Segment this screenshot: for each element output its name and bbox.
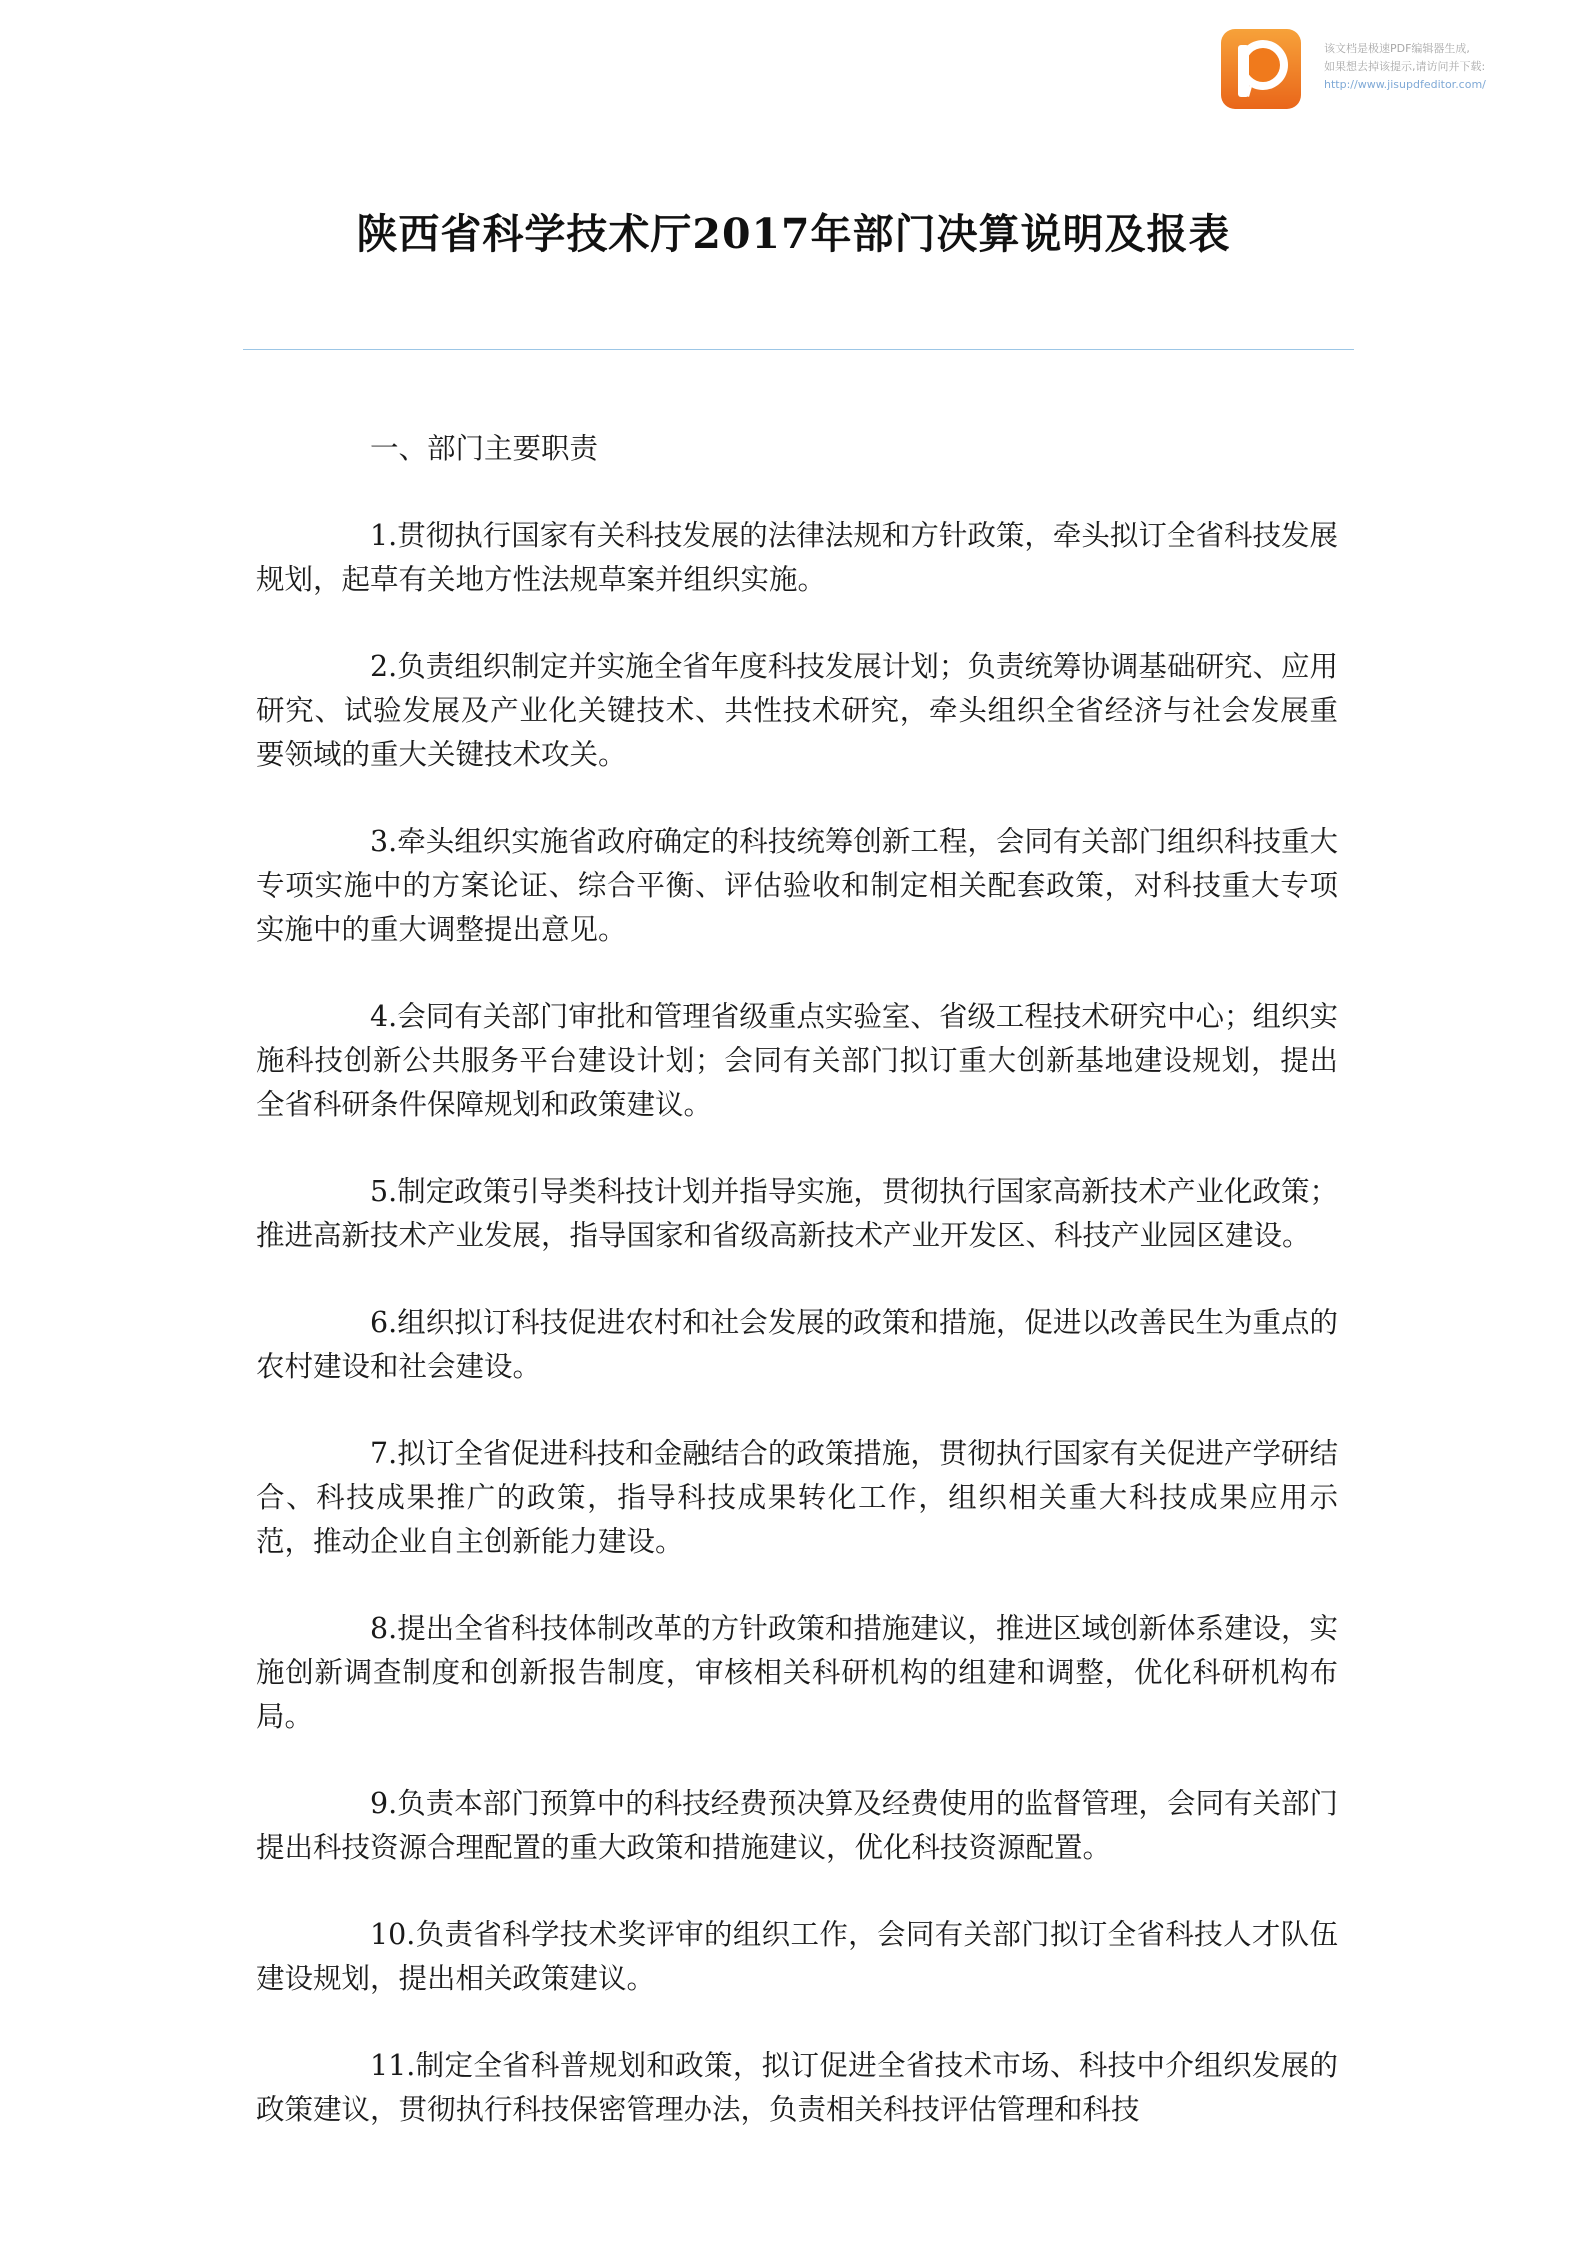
duty-paragraph-5: 5.制定政策引导类科技计划并指导实施，贯彻执行国家高新技术产业化政策；推进高新技术产业发展，指导国家和省级高新技术产业开发区、科技产业园区建设。 — [256, 1175, 1338, 1252]
duty-paragraph-11: 11.制定全省科普规划和政策，拟订促进全省技术市场、科技中介组织发展的政策建议，贯彻执行科技保密管理办法，负责相关科技评估管理和科技 — [256, 2049, 1338, 2126]
watermark-note-line-2: 如果想去掉该提示,请访问并下载: — [1324, 60, 1486, 73]
duty-paragraph-9: 9.负责本部门预算中的科技经费预决算及经费使用的监督管理，会同有关部门提出科技资源合理配置的重大政策和措施建议，优化科技资源配置。 — [256, 1787, 1338, 1864]
section-heading: 一、部门主要职责 — [370, 432, 599, 465]
watermark-note — [1324, 40, 1554, 94]
document-title: 陕西省科学技术厅2017年部门决算说明及报表 — [356, 210, 1231, 258]
duty-paragraph-2: 2.负责组织制定并实施全省年度科技发展计划；负责统筹协调基础研究、应用研究、试验发展及产业化关键技术、共性技术研究，牵头组织全省经济与社会发展重要领域的重大关键技术攻关。 — [256, 650, 1338, 771]
duty-paragraph-1: 1.贯彻执行国家有关科技发展的法律法规和方针政策，牵头拟订全省科技发展规划，起草有关地方性法规草案并组织实施。 — [256, 519, 1338, 596]
duty-paragraph-4: 4.会同有关部门审批和管理省级重点实验室、省级工程技术研究中心；组织实施科技创新公共服务平台建设计划；会同有关部门拟订重大创新基地建设规划，提出全省科研条件保障规划和政策建议。 — [256, 1000, 1338, 1121]
watermark-note-line-1: 该文档是极速PDF编辑器生成, — [1324, 42, 1470, 55]
pdf-editor-logo-icon — [1219, 27, 1303, 111]
title-divider — [243, 349, 1354, 350]
pdf-editor-logo — [1219, 27, 1303, 111]
duty-paragraph-8: 8.提出全省科技体制改革的方针政策和措施建议，推进区域创新体系建设，实施创新调查制度和创新报告制度，审核相关科研机构的组建和调整，优化科研机构布局。 — [256, 1612, 1338, 1733]
duty-paragraph-3: 3.牵头组织实施省政府确定的科技统筹创新工程，会同有关部门组织科技重大专项实施中的方案论证、综合平衡、评估验收和制定相关配套政策，对科技重大专项实施中的重大调整提出意见。 — [256, 825, 1338, 946]
duty-paragraph-6: 6.组织拟订科技促进农村和社会发展的政策和措施，促进以改善民生为重点的农村建设和社会建设。 — [256, 1306, 1338, 1383]
document-body — [256, 427, 1338, 2175]
duty-paragraph-7: 7.拟订全省促进科技和金融结合的政策措施，贯彻执行国家有关促进产学研结合、科技成果推广的政策，指导科技成果转化工作，组织相关重大科技成果应用示范，推动企业自主创新能力建设。 — [256, 1437, 1338, 1558]
watermark-url-link[interactable]: http://www.jisupdfeditor.com/ — [1324, 78, 1486, 91]
duty-paragraph-10: 10.负责省科学技术奖评审的组织工作，会同有关部门拟订全省科技人才队伍建设规划，提出相关政策建议。 — [256, 1918, 1338, 1995]
